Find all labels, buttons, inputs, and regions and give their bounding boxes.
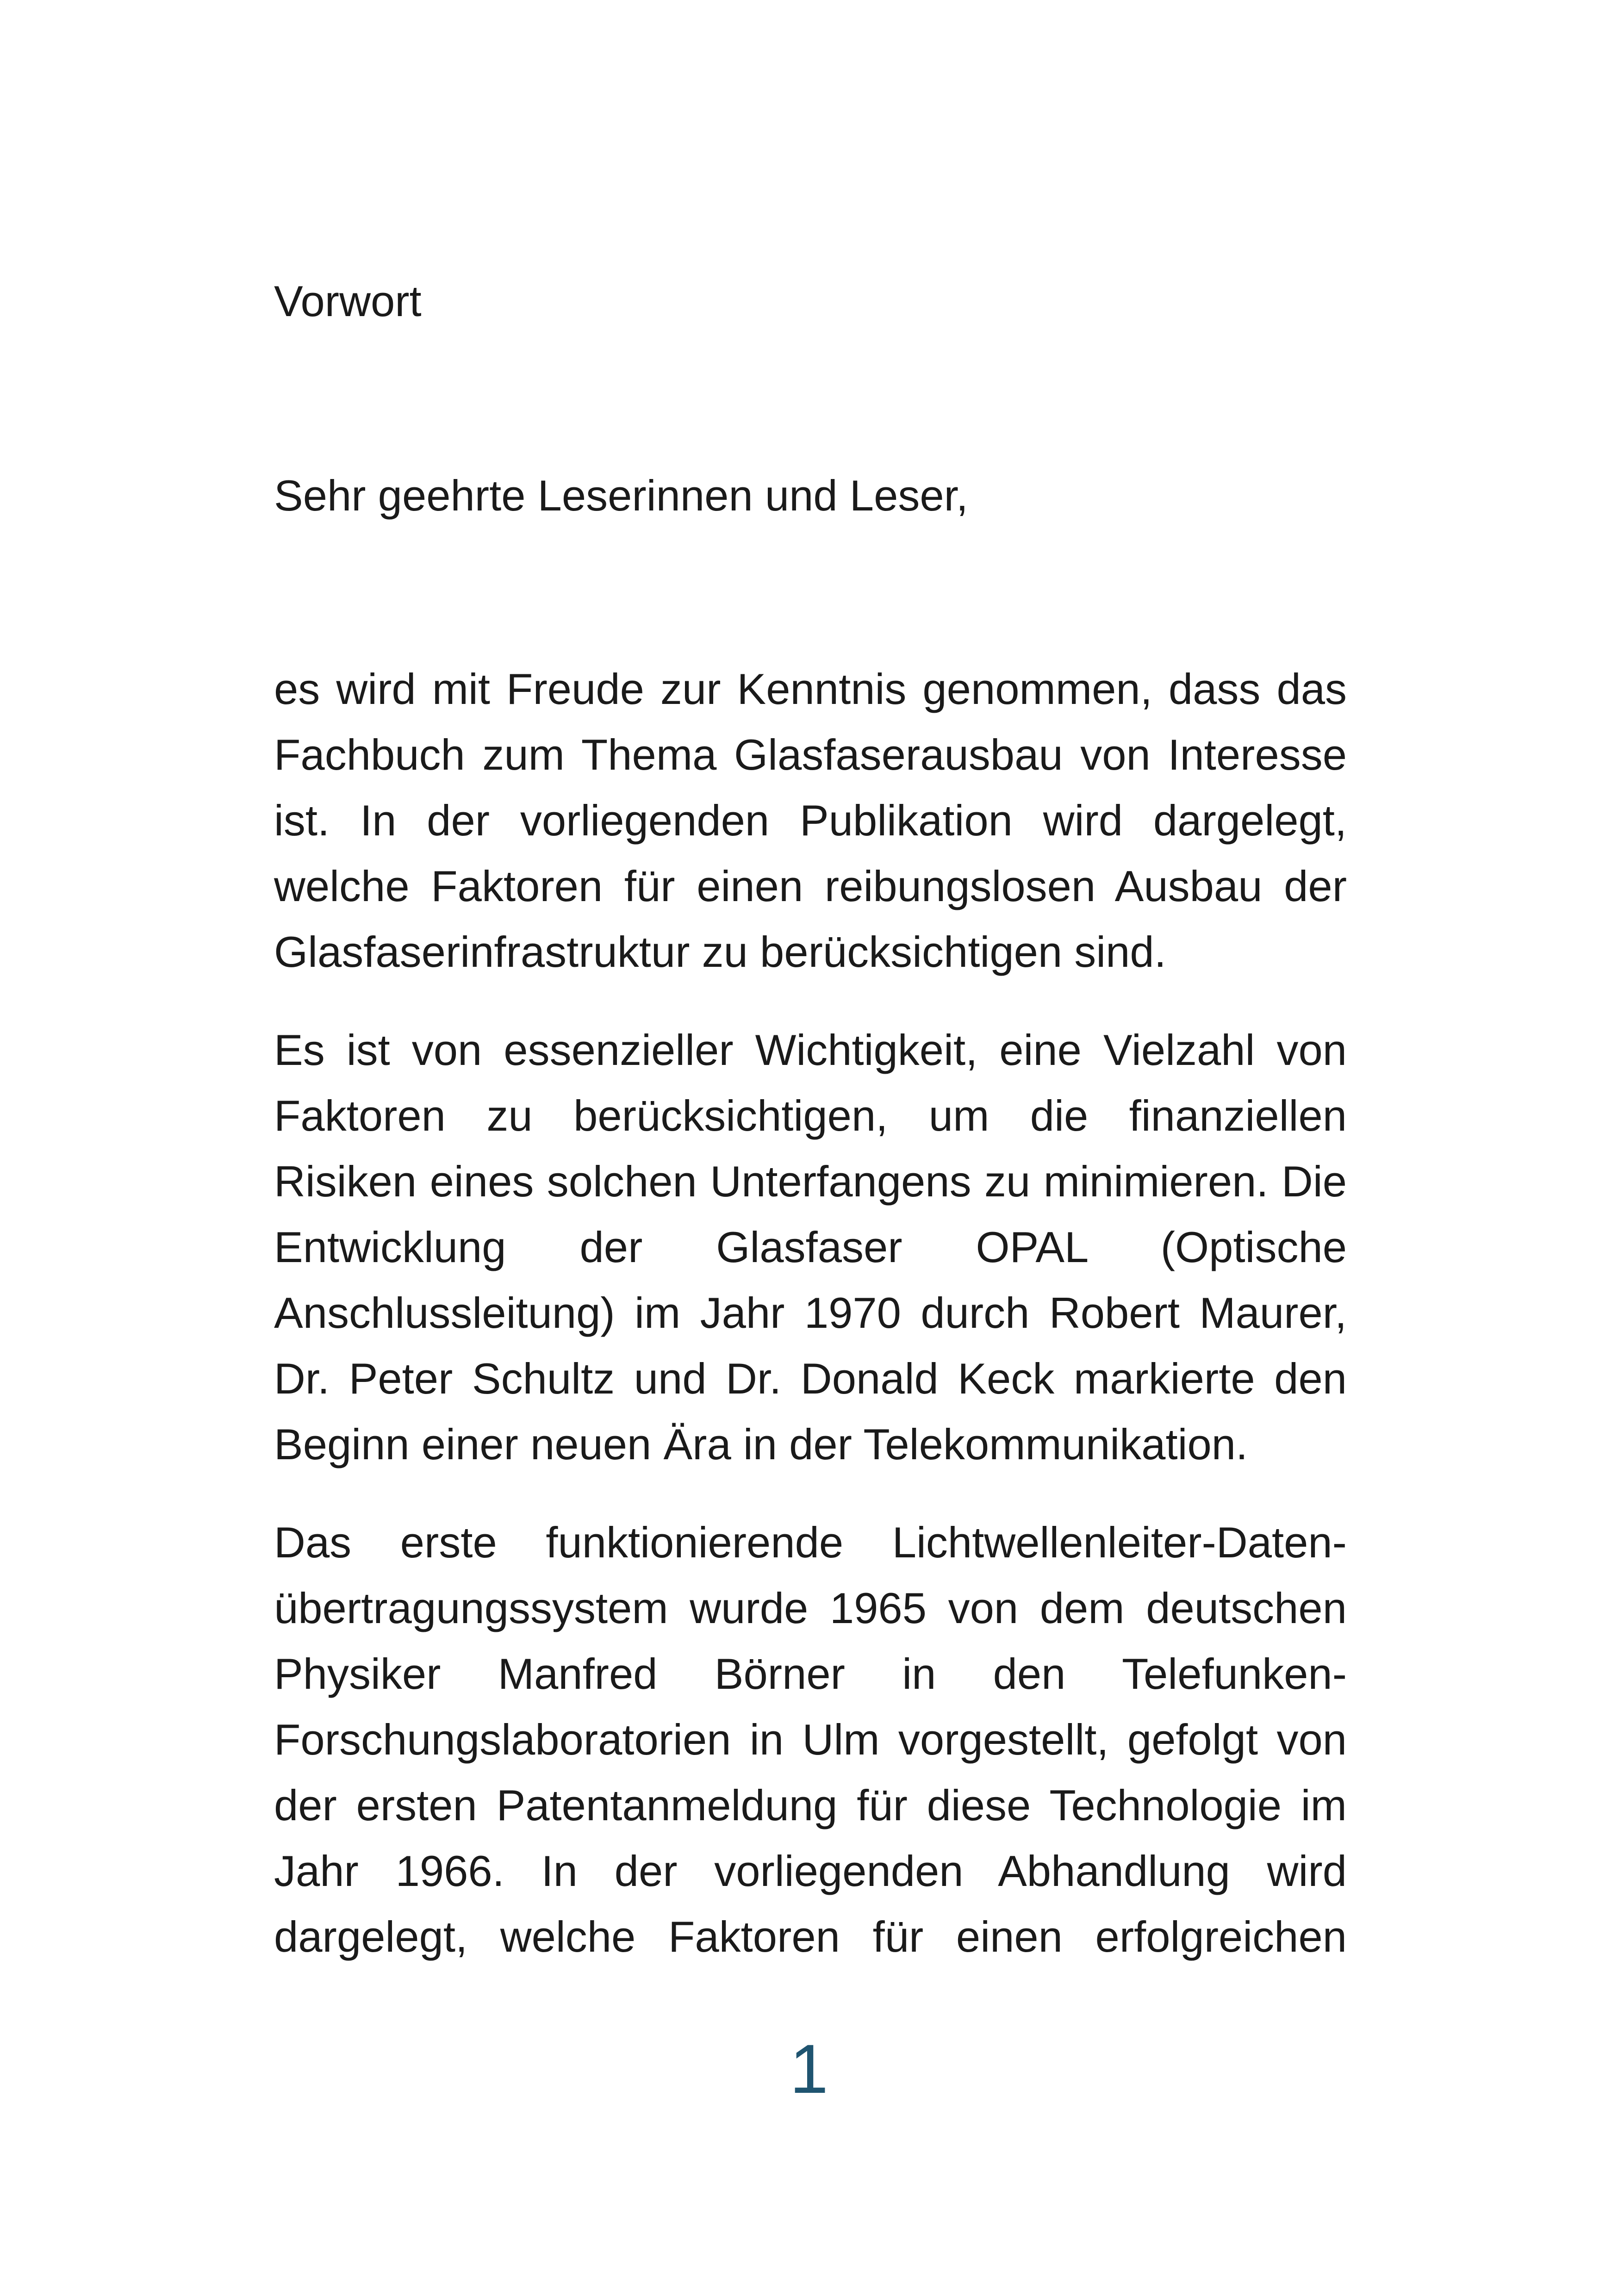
page-heading: Vorwort <box>274 277 422 325</box>
page-number: 1 <box>790 2030 828 2108</box>
paragraph-3: Das erste funktionierende Lichtwellenleiter-Daten-übertragungssystem wurde 1965 von dem deutschen Physiker Manfred Börner in den Telefunken-Forschungslaboratorien in Ulm vorgestellt, gefolgt von der ersten Patentanmeldung für diese Technologie im Jahr 1966. In der vorliegenden Abhandlung wird dargelegt, welche Faktoren für einen erfolgreichen <box>274 1518 1347 1961</box>
body-text <box>274 656 1347 2002</box>
paragraph-1: es wird mit Freude zur Kenntnis genommen, dass das Fachbuch zum Thema Glasfaserausbau von Interesse ist. In der vorliegenden Publikation wird dargelegt, welche Faktoren für einen reibungslosen Ausbau der Glasfaserinfrastruktur zu berücksichtigen sind. <box>274 665 1347 976</box>
paragraph-2: Es ist von essenzieller Wichtigkeit, eine Vielzahl von Faktoren zu berücksichtigen, um die finanziellen Risiken eines solchen Unterfangens zu minimieren. Die Entwicklung der Glasfaser OPAL (Optische Anschlussleitung) im Jahr 1970 durch Robert Maurer, Dr. Peter Schultz und Dr. Donald Keck markierte den Beginn einer neuen Ära in der Telekommunikation. <box>274 1026 1347 1468</box>
salutation: Sehr geehrte Leserinnen und Leser, <box>274 471 968 520</box>
